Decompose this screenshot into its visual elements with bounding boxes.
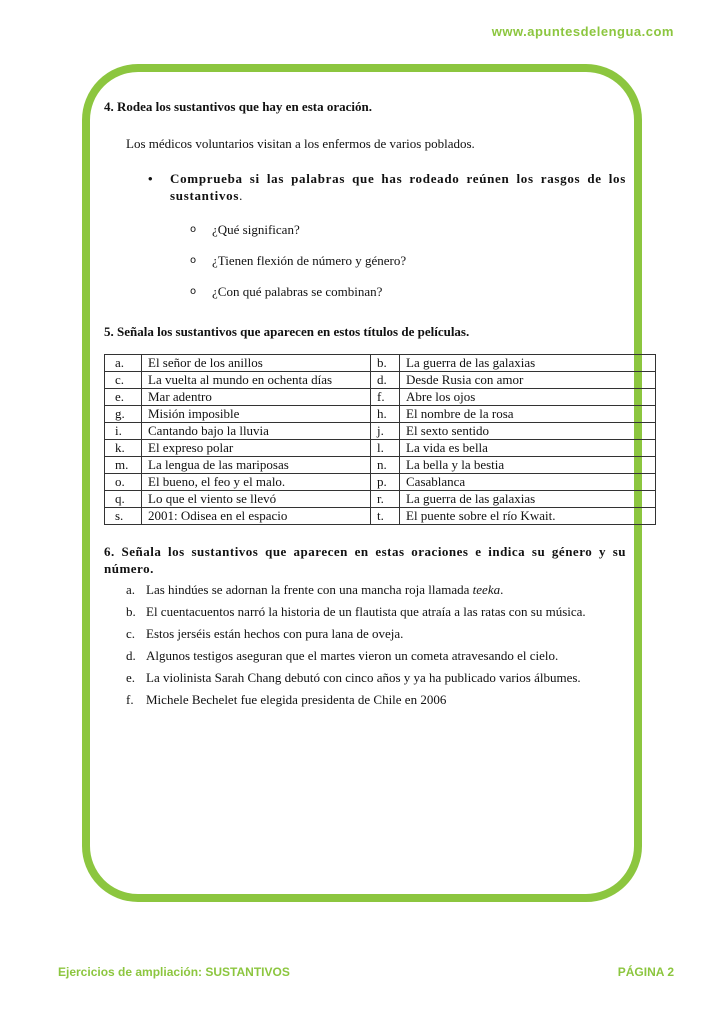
table-row (105, 440, 656, 457)
film-title: Lo que el viento se llevó (142, 491, 371, 508)
film-letter: t. (371, 508, 400, 525)
table-row (105, 389, 656, 406)
bullet-icon: • (148, 171, 153, 186)
film-letter: i. (105, 423, 142, 440)
film-title: La guerra de las galaxias (400, 355, 656, 372)
film-title: Casablanca (400, 474, 656, 491)
exercise-4-sub-questions (190, 214, 626, 307)
table-row (105, 457, 656, 474)
worksheet-content (104, 98, 626, 713)
list-item: o ¿Tienen flexión de número y género? (190, 253, 407, 268)
table-row (105, 491, 656, 508)
film-title: La vuelta al mundo en ochenta días (142, 372, 371, 389)
exercise-4-bullet (148, 170, 626, 204)
sentence-letter: f. (126, 692, 134, 707)
sentence-text: Michele Bechelet fue elegida presidenta de Chile en 2006 (146, 692, 447, 707)
list-item (126, 603, 626, 620)
film-letter: r. (371, 491, 400, 508)
film-letter: b. (371, 355, 400, 372)
film-title: La vida es bella (400, 440, 656, 457)
film-title: Cantando bajo la lluvia (142, 423, 371, 440)
sentence-text: La violinista Sarah Chang debutó con cinco años y ya ha publicado varios álbumes. (146, 670, 581, 685)
exercise-4-sentence: Los médicos voluntarios visitan a los enfermos de varios poblados. (126, 136, 475, 151)
sentence-letter: b. (126, 604, 136, 619)
film-letter: f. (371, 389, 400, 406)
film-title: La guerra de las galaxias (400, 491, 656, 508)
list-item: o ¿Con qué palabras se combinan? (190, 284, 383, 299)
list-item (126, 647, 626, 664)
film-letter: c. (105, 372, 142, 389)
table-row (105, 372, 656, 389)
italic-term: teeka (472, 582, 501, 597)
film-title: El puente sobre el río Kwait. (400, 508, 656, 525)
list-item (126, 581, 626, 598)
film-title: El bueno, el feo y el malo. (142, 474, 371, 491)
exercise-4-title: 4. Rodea los sustantivos que hay en esta oración. (104, 99, 372, 114)
film-letter: h. (371, 406, 400, 423)
circle-bullet-icon: o (190, 286, 197, 297)
film-title: La bella y la bestia (400, 457, 656, 474)
exercise-4-instruction: Comprueba si las palabras que has rodeado reúnen los rasgos de los sustantivos. (170, 171, 626, 203)
film-title: Desde Rusia con amor (400, 372, 656, 389)
table-row (105, 355, 656, 372)
film-letter: g. (105, 406, 142, 423)
film-title: El señor de los anillos (142, 355, 371, 372)
film-letter: k. (105, 440, 142, 457)
film-letter: a. (105, 355, 142, 372)
circle-bullet-icon: o (190, 255, 197, 266)
sentence-text: Algunos testigos aseguran que el martes vieron un cometa atravesando el cielo. (146, 648, 559, 663)
film-title: Misión imposible (142, 406, 371, 423)
film-letter: o. (105, 474, 142, 491)
film-letter: l. (371, 440, 400, 457)
sentence-text: Las hindúes se adornan la frente con una mancha roja llamada teeka. (146, 582, 504, 597)
film-letter: p. (371, 474, 400, 491)
list-item: o ¿Qué significan? (190, 222, 300, 237)
site-url[interactable]: www.apuntesdelengua.com (491, 24, 674, 39)
film-letter: s. (105, 508, 142, 525)
circle-bullet-icon: o (190, 224, 197, 235)
table-row (105, 406, 656, 423)
film-title: Mar adentro (142, 389, 371, 406)
film-title: El nombre de la rosa (400, 406, 656, 423)
film-title: 2001: Odisea en el espacio (142, 508, 371, 525)
film-letter: j. (371, 423, 400, 440)
film-letter: q. (105, 491, 142, 508)
film-title: El sexto sentido (400, 423, 656, 440)
film-letter: d. (371, 372, 400, 389)
film-letter: m. (105, 457, 142, 474)
table-row (105, 508, 656, 525)
film-letter: n. (371, 457, 400, 474)
sentence-text: Estos jerséis están hechos con pura lana de oveja. (146, 626, 404, 641)
sentence-letter: a. (126, 582, 136, 597)
footer-title: Ejercicios de ampliación: SUSTANTIVOS (58, 965, 290, 979)
list-item (126, 669, 626, 686)
sentence-letter: d. (126, 648, 136, 663)
table-row (105, 423, 656, 440)
table-row (105, 474, 656, 491)
film-title: El expreso polar (142, 440, 371, 457)
films-table (104, 354, 656, 525)
exercise-5-title: 5. Señala los sustantivos que aparecen en estos títulos de películas. (104, 324, 470, 339)
list-item (126, 625, 626, 642)
sentence-text: El cuentacuentos narró la historia de un flautista que atraía a las ratas con su música. (146, 604, 586, 619)
exercise-6-sentences (126, 581, 626, 708)
list-item (126, 691, 626, 708)
sentence-letter: e. (126, 670, 136, 685)
exercise-6-title: 6. Señala los sustantivos que aparecen en estas oraciones e indica su género y su número. (104, 544, 626, 576)
film-letter: e. (105, 389, 142, 406)
page-number: PÁGINA 2 (617, 965, 674, 979)
film-title: Abre los ojos (400, 389, 656, 406)
sentence-letter: c. (126, 626, 136, 641)
film-title: La lengua de las mariposas (142, 457, 371, 474)
